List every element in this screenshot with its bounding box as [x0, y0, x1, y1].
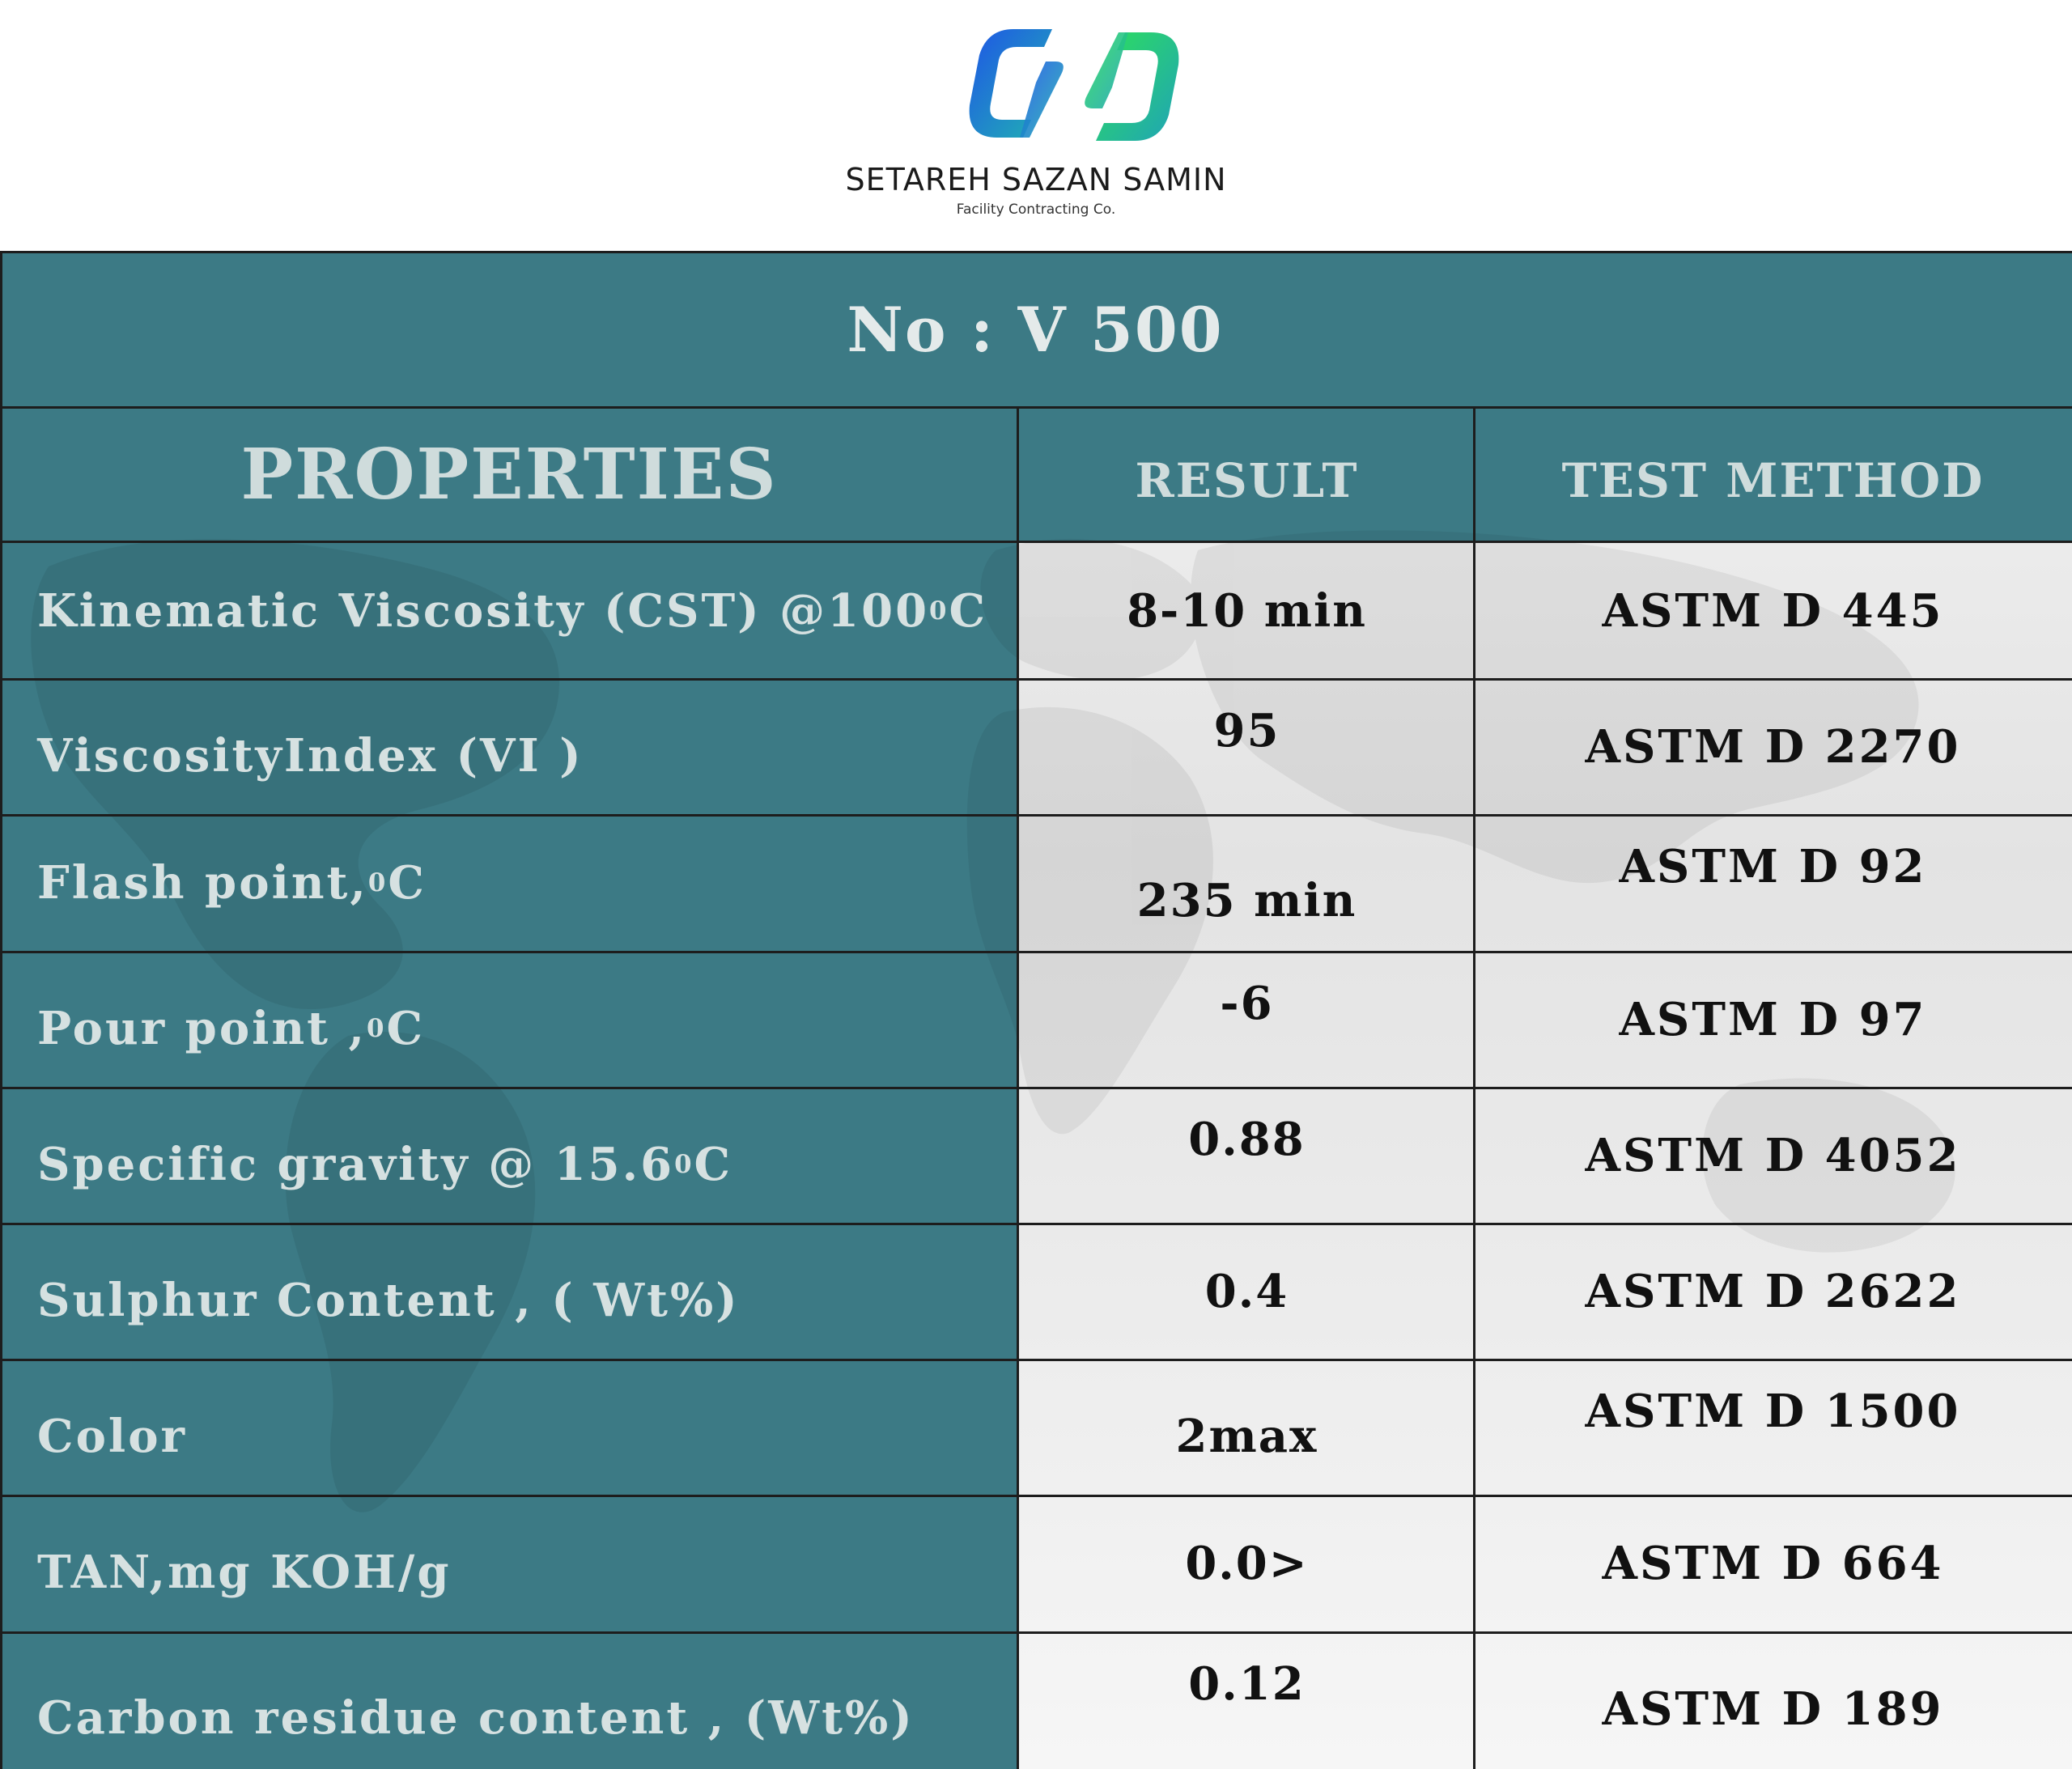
property-name	[37, 1495, 1017, 1631]
company-logo-icon	[965, 24, 1183, 146]
test-method-value: ASTM D 92	[1619, 840, 1927, 894]
property-label: Specific gravity @ 15.6	[37, 1137, 675, 1191]
table-row	[0, 1224, 2072, 1360]
test-method-value: ASTM D 2622	[1585, 1265, 1961, 1318]
test-method-value: ASTM D 664	[1602, 1537, 1944, 1591]
table-row	[0, 1360, 2072, 1495]
property-name	[37, 1632, 1017, 1768]
test-method-value: ASTM D 97	[1619, 992, 1927, 1046]
result-value: 0.88	[1188, 1112, 1306, 1166]
property-label: ViscosityIndex (VI )	[37, 729, 584, 783]
row-divider	[0, 1223, 2072, 1225]
company-subtitle: Facility Contracting Co.	[956, 202, 1116, 218]
test-method-value: ASTM D 1500	[1585, 1385, 1961, 1439]
property-label: Color	[37, 1410, 188, 1464]
result-value: 0.12	[1188, 1657, 1306, 1711]
property-name	[37, 815, 1017, 951]
property-unit: C	[388, 856, 427, 910]
degree-superscript: 0	[674, 1149, 694, 1179]
column-header-properties: PROPERTIES	[240, 433, 778, 515]
result-value: 8-10 min	[1127, 584, 1367, 638]
row-divider	[0, 1631, 2072, 1634]
spec-table	[0, 251, 2072, 1769]
degree-superscript: 0	[367, 1013, 387, 1043]
table-row	[0, 815, 2072, 951]
property-label: Sulphur Content , ( Wt%)	[37, 1274, 740, 1327]
row-divider	[0, 1359, 2072, 1361]
title-divider	[0, 406, 2072, 409]
property-name	[37, 1360, 1017, 1495]
property-label: Kinematic Viscosity (CST) @100	[37, 584, 930, 638]
property-name	[37, 952, 1017, 1088]
result-value: -6	[1220, 976, 1274, 1030]
property-name	[37, 679, 1017, 815]
property-label: Flash point,	[37, 856, 368, 910]
test-method-value: ASTM D 4052	[1585, 1128, 1961, 1182]
row-divider	[0, 1495, 2072, 1497]
property-unit: C	[949, 584, 988, 638]
test-method-value: ASTM D 2270	[1585, 720, 1961, 774]
page-header	[0, 0, 2072, 251]
row-divider	[0, 678, 2072, 681]
property-name	[37, 543, 1017, 679]
test-method-value: ASTM D 189	[1602, 1682, 1944, 1736]
degree-superscript: 0	[367, 868, 388, 898]
product-number-title: No : V 500	[847, 293, 1224, 366]
row-divider	[0, 1087, 2072, 1089]
result-value: 2max	[1175, 1410, 1318, 1464]
table-row	[0, 1495, 2072, 1631]
row-divider	[0, 951, 2072, 953]
table-row	[0, 1088, 2072, 1224]
table-row	[0, 679, 2072, 815]
column-header-result: RESULT	[1135, 453, 1359, 508]
table-border-left	[0, 251, 2, 1769]
property-label: TAN,mg KOH/g	[37, 1546, 452, 1600]
company-name: SETAREH SAZAN SAMIN	[845, 162, 1227, 197]
row-divider	[0, 814, 2072, 817]
result-value: 95	[1213, 704, 1280, 758]
property-name	[37, 1088, 1017, 1224]
header-divider	[0, 541, 2072, 543]
test-method-value: ASTM D 445	[1602, 584, 1944, 638]
column-header-test-method: TEST METHOD	[1561, 453, 1985, 508]
property-label: Pour point ,	[37, 1001, 367, 1055]
property-name	[37, 1224, 1017, 1360]
result-value: 0.0>	[1185, 1537, 1309, 1591]
table-row	[0, 543, 2072, 679]
table-row	[0, 1632, 2072, 1768]
result-value: 235 min	[1136, 874, 1357, 928]
table-row	[0, 952, 2072, 1088]
property-label: Carbon residue content , (Wt%)	[37, 1691, 915, 1745]
property-unit: C	[386, 1001, 426, 1055]
degree-superscript: 0	[929, 596, 949, 626]
property-unit: C	[694, 1137, 733, 1191]
result-value: 0.4	[1204, 1265, 1289, 1318]
table-border-top	[0, 251, 2072, 253]
